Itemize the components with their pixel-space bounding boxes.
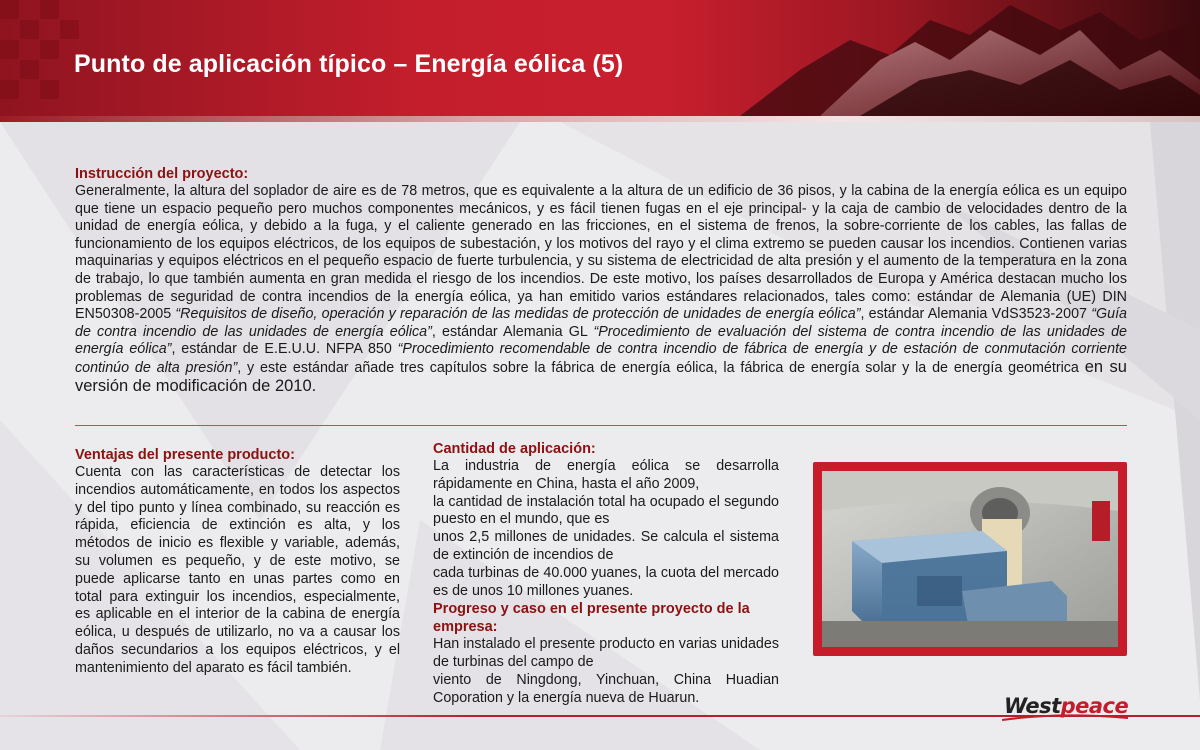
header-stripe — [0, 116, 1200, 122]
quantity-text — [433, 458, 779, 600]
intro-text-part: , estándar Alemania VdS3523-2007 — [860, 306, 1092, 323]
slide-title: Punto de aplicación típico – Energía eólica (5) — [74, 50, 624, 78]
header-grid-decoration — [0, 0, 80, 116]
intro-text-emphasis: en su versión de modificación de 2010. — [75, 357, 1127, 395]
intro-text-part: Generalmente, la altura del soplador de aire es de 78 metros, que es equivalente a la altura de un edificio de 36 pisos, y la cabina de la energía eólica es un equipo que tiene un espacio pequeño pero muchos componentes mecánicos, y es fácil tienen fugas en el eje principal- y la caja de cambio de velocidades dentro de la unidad de energía eólica, y debido a la fuga, y el caliente generado en las fricciones, en el sistema de frenos, la sobre-corriente de los cables, las fallas de funcionamiento de los equipos eléctricos, de los equipos de subestación, y los motivos del rayo y el clima extremo se pueden causar los incendios. Contienen varias maquinarias y equipos eléctricos en el pequeño espacio de fuerte turbulencia, y su sistema de electricidad de alta presión y el aumento de la temperatura en la zona de trabajo, lo que también aumenta en gran medida el riesgo de los incendios. De este motivo, los países desarrollados de Europa y América destacan mucho los problemas de seguridad de contra incendios de la energía eólica, ya han emitido varios estándares relacionados, tales como: estándar de Alemania (UE) DIN EN50308-2005 — [75, 183, 1127, 323]
advantages-section — [75, 446, 400, 678]
quantity-heading: Cantidad de aplicación: — [433, 441, 596, 457]
logo-swoosh — [1000, 712, 1130, 724]
quantity-line: unos 2,5 millones de unidades. Se calcula el sistema de extinción de incendios de — [433, 529, 779, 563]
progress-line: viento de Ningdong, Yinchuan, China Huadian Coporation y la energía nueva de Huarun. — [433, 671, 779, 706]
intro-text-part: , estándar de E.E.U.U. NFPA 850 — [171, 341, 398, 358]
section-divider — [75, 425, 1127, 426]
advantages-heading: Ventajas del presente producto: — [75, 447, 295, 463]
wind-turbine-nacelle-photo — [822, 471, 1118, 647]
progress-text — [433, 636, 779, 707]
project-instruction-text — [75, 183, 1127, 396]
quantity-line: cada turbinas de 40.000 yuanes, la cuota del mercado es de unos 10 millones yuanes. — [433, 564, 779, 599]
advantages-text: Cuenta con las características de detectar los incendios automáticamente, en todos los aspectos y del tipo punto y línea combinado, su reacción es rápida, eficiencia de extinción es alta, y los métodos de inicio es flexible y variable, además, su volumen es pequeño, y de este motivo, se puede aplicarse tanto en unas partes como en total para extinguir los incendios, especialmente, es aplicable en el interior de la cabina de energía eólica, u después de utilizarlo, no va a causar los daños secundarios a los equipos eléctricos, y el mantenimiento del aparato es fácil también. — [75, 464, 400, 676]
project-instruction-section — [75, 165, 1127, 396]
project-instruction-heading: Instrucción del proyecto: — [75, 166, 249, 182]
standard-title: “Procedimiento de evaluación del sistema de contra incendio de las unidades de energía eólica” — [75, 323, 1128, 358]
logo-text-peace: peace — [1060, 694, 1129, 718]
application-section — [433, 440, 779, 708]
standard-title: “Guía de contra incendio de las unidades de energía eólica” — [75, 306, 1127, 340]
progress-line: Han instalado el presente producto en varias unidades de turbinas del campo de — [433, 636, 779, 671]
mountain-decoration — [740, 0, 1200, 116]
quantity-line: La industria de energía eólica se desarrolla rápidamente en China, hasta el año 2009, — [433, 458, 779, 492]
standard-title: “Requisitos de diseño, operación y reparación de las medidas de protección de unidades de energía eólica” — [175, 306, 861, 323]
header-banner — [0, 0, 1200, 116]
intro-text-part: , y este estándar añade tres capítulos sobre la fábrica de energía eólica, la fábrica de energía solar y la de energía geométrica — [237, 359, 1085, 376]
quantity-line: la cantidad de instalación total ha ocupado el segundo puesto en el mundo, que es — [433, 493, 779, 528]
standard-title: “Procedimiento recomendable de contra incendio de fábrica de energía y de estación de conmutación corriente continúo de alta presión” — [75, 341, 1128, 376]
nacelle-photo-frame — [813, 462, 1127, 656]
intro-text-part: , estándar Alemania GL — [431, 323, 594, 340]
logo-text-west: West — [1004, 694, 1061, 718]
progress-heading: Progreso y caso en el presente proyecto de la empresa: — [433, 601, 750, 636]
